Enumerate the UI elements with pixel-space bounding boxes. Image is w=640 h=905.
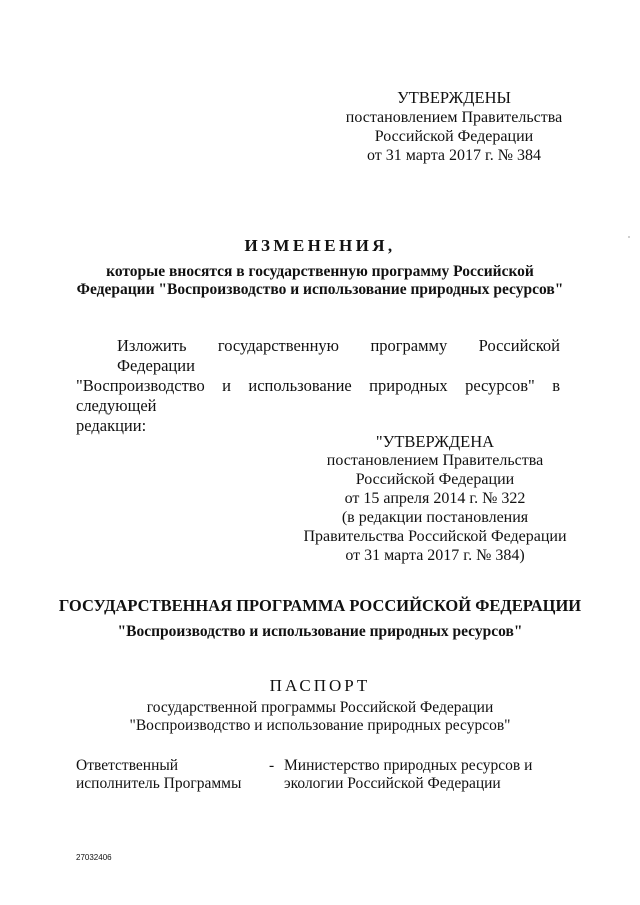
row-value-line: экологии Российской Федерации (284, 775, 501, 792)
approval2-line: от 31 марта 2017 г. № 384) (345, 547, 525, 564)
program-subtitle: "Воспроизводство и использование природных ресурсов" (117, 623, 523, 640)
body-line: Изложить государственную программу Российской Федерации (117, 336, 560, 375)
row-label (76, 757, 241, 793)
document-code: 27032406 (76, 853, 112, 862)
row-value (284, 757, 532, 793)
changes-subtitle-line: Федерации "Воспроизводство и использование природных ресурсов" (76, 281, 564, 298)
approval2-line: (в редакции постановления (341, 509, 529, 526)
approval-stamp-quoted (300, 432, 570, 565)
approval2-line: Правительства Российской Федерации (303, 528, 567, 545)
approval2-line: Российской Федерации (355, 471, 515, 488)
approval-line: от 31 марта 2017 г. № 384 (367, 147, 541, 164)
body-line: редакции: (76, 416, 147, 435)
approval-line: постановлением Правительства (345, 109, 563, 126)
passport-title: ПАСПОРТ (269, 676, 371, 695)
passport-subtitle-line: государственной программы Российской Федерации (146, 699, 494, 716)
row-label-line: Ответственный (76, 757, 179, 774)
row-dash: - (269, 757, 275, 774)
approval-stamp (330, 88, 578, 165)
changes-subtitle (60, 263, 580, 299)
passport-subtitle-line: "Воспроизводство и использование природных ресурсов" (129, 717, 511, 734)
changes-subtitle-line: которые вносятся в государственную программу Российской (106, 263, 534, 280)
body-line: "Воспроизводство и использование природных ресурсов" в следующей (76, 376, 560, 415)
approval2-line: от 15 апреля 2014 г. № 322 (344, 490, 526, 507)
approval-heading: УТВЕРЖДЕНЫ (397, 88, 511, 107)
approval2-heading: "УТВЕРЖДЕНА (375, 432, 495, 451)
row-value-line: Министерство природных ресурсов и (284, 757, 533, 774)
passport-subtitle (80, 699, 560, 735)
changes-title: ИЗМЕНЕНИЯ, (244, 236, 396, 255)
approval2-line: постановлением Правительства (326, 452, 544, 469)
approval-line: Российской Федерации (374, 128, 534, 145)
program-title: ГОСУДАРСТВЕННАЯ ПРОГРАММА РОССИЙСКОЙ ФЕДЕРАЦИИ (58, 596, 582, 615)
row-label-line: исполнитель Программы (76, 775, 242, 792)
body-paragraph (76, 336, 560, 436)
